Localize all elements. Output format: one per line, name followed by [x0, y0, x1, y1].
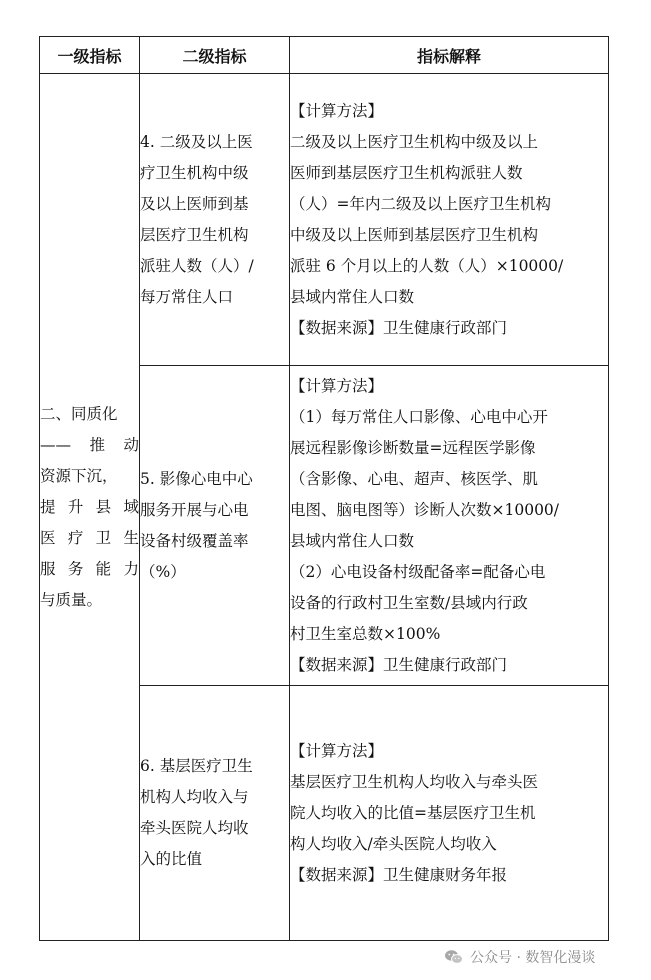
- data-source-line: 【数据来源】卫生健康财务年报: [290, 865, 508, 884]
- text-line: 医师到基层医疗卫生机构派驻人数: [290, 163, 523, 182]
- text-line: 县域内常住人口数: [290, 287, 415, 306]
- wechat-icon: [444, 949, 464, 965]
- primary-indicator-cell: [40, 74, 140, 941]
- section-label: 【计算方法】: [290, 376, 384, 395]
- data-source-line: 【数据来源】卫生健康行政部门: [290, 318, 508, 337]
- header-indicator-explanation: 指标解释: [290, 37, 609, 74]
- table-header-row: [40, 37, 609, 74]
- section-label: 【计算方法】: [290, 741, 384, 760]
- text-line: 每万常住人口: [140, 287, 234, 306]
- text-line: 入的比值: [140, 850, 203, 868]
- text-line: 设备的行政村卫生室数/县域内行政: [290, 593, 528, 612]
- text-line: 医疗卫生: [40, 528, 139, 547]
- text-line: （%）: [140, 562, 186, 581]
- text-line: 与质量。: [40, 590, 103, 609]
- text-line: 提升县域: [40, 497, 139, 516]
- text-line: 资源下沉，: [40, 466, 118, 485]
- text-line: 中级及以上医师到基层医疗卫生机构: [290, 225, 539, 244]
- text-line: 县域内常住人口数: [290, 531, 415, 550]
- text-line: （人）=年内二级及以上医疗卫生机构: [290, 194, 551, 213]
- text-line: 6. 基层医疗卫生: [140, 757, 253, 775]
- section-label: 【计算方法】: [290, 101, 384, 120]
- text-line: 派驻人数（人）/: [140, 256, 254, 275]
- header-primary-indicator: 一级指标: [40, 37, 140, 74]
- text-line: 设备村级覆盖率: [140, 531, 249, 550]
- text-line: 村卫生室总数×100%: [290, 624, 441, 643]
- text-line: 基层医疗卫生机构人均收入与牵头医: [290, 772, 539, 791]
- text-line: 电图、脑电图等）诊断人次数×10000/: [290, 500, 560, 519]
- secondary-indicator-cell: [140, 686, 290, 941]
- text-line: 二级及以上医疗卫生机构中级及以上: [290, 132, 539, 151]
- text-line: 4. 二级及以上医: [140, 132, 253, 151]
- text-line: 5. 影像心电中心: [140, 469, 253, 488]
- watermark-text: 公众号 · 数智化漫谈: [470, 950, 596, 966]
- secondary-indicator-cell: [140, 74, 290, 366]
- watermark: [444, 946, 595, 968]
- text-line: 派驻 6 个月以上的人数（人）×10000/: [290, 256, 564, 275]
- text-line: 机构人均收入与: [140, 788, 249, 806]
- text-line: 及以上医师到基: [140, 194, 249, 213]
- indicator-explanation-cell: [290, 686, 609, 941]
- text-line: （1）每万常住人口影像、心电中心开: [290, 407, 548, 426]
- secondary-indicator-cell: [140, 366, 290, 686]
- text-line: 牵头医院人均收: [140, 819, 249, 837]
- text-line: （2）心电设备村级配备率=配备心电: [290, 562, 546, 581]
- indicator-explanation-cell: [290, 74, 609, 366]
- primary-indicator-text: [40, 399, 139, 616]
- indicator-table: [39, 36, 609, 941]
- data-source-line: 【数据来源】卫生健康行政部门: [290, 655, 508, 674]
- text-line: 展远程影像诊断数量=远程医学影像: [290, 438, 536, 457]
- text-line: ——推动: [40, 435, 139, 454]
- text-line: 服务开展与心电: [140, 500, 249, 519]
- text-line: 服务能力: [40, 559, 139, 578]
- text-line: 院人均收入的比值=基层医疗卫生机: [290, 803, 536, 822]
- indicator-explanation-cell: [290, 366, 609, 686]
- text-line: 二、同质化: [40, 404, 118, 423]
- header-secondary-indicator: 二级指标: [140, 37, 290, 74]
- text-line: 构人均收入/牵头医院人均收入: [290, 834, 497, 853]
- text-line: 层医疗卫生机构: [140, 225, 249, 244]
- text-line: 疗卫生机构中级: [140, 163, 249, 182]
- table-row: [40, 74, 609, 366]
- text-line: （含影像、心电、超声、核医学、肌: [290, 469, 539, 488]
